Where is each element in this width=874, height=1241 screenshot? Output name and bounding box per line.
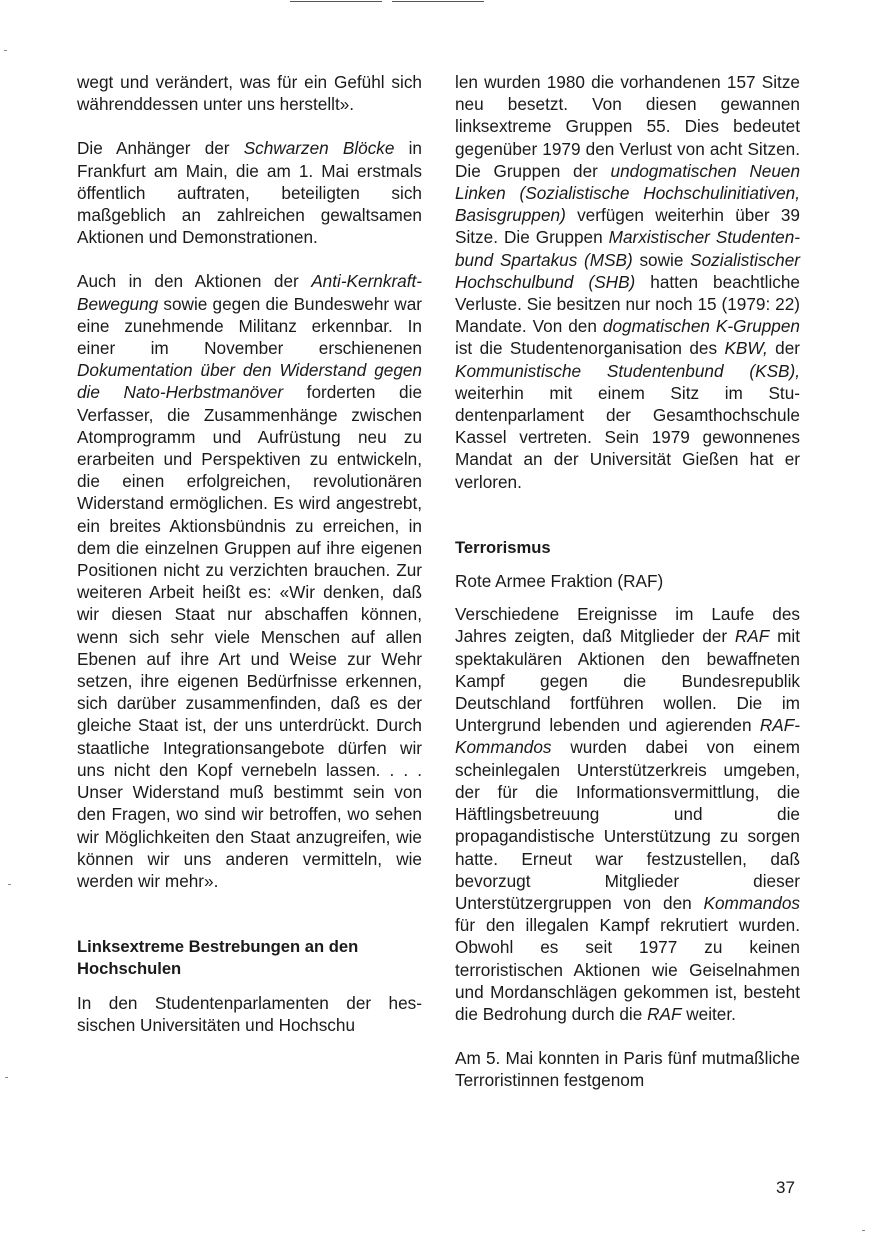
- page-number: 37: [776, 1178, 795, 1197]
- paragraph: Die Anhänger der Schwarzen Blöcke in Frankfurt am Main, die am 1. Mai erstmals öffentlich auftraten, beteiligten sich maßgeblich an zahlreichen gewaltsamen Aktionen und Demonstrationen.: [77, 138, 422, 248]
- paragraph: Auch in den Aktionen der Anti-Kernkraft-Bewegung sowie gegen die Bundeswehr war eine zunehmende Militanz erkennbar. In einer im November erschienenen Dokumentation über den Widerstand gegen die Nato-Herbstmanöver forderten die Verfasser, die Zusammenhänge zwischen Atomprogramm und Aufrüstung neu zu erarbeiten und Perspektiven zu entwickeln, die einen erfolgreichen, revolutionären Widerstand ermöglichen. Es wird angestrebt, ein breites Aktionsbündnis zu erreichen, in dem die einzelnen Gruppen auf ihre eigenen Positionen nicht zu verzichten brauchen. Zur weiteren Arbeit heißt es: «Wir denken, daß wir diesen Staat nur abschaffen können, wenn sich sehr viele Menschen auf allen Ebenen auf ihre Art und Weise zur Wehr setzen, ihre eigenen Bedürfnisse erkennen, sich darüber zusammenfinden, daß es der gleiche Staat ist, der uns unterdrückt. Durch staatliche Integrationsangebote dürfen wir uns nicht den Kopf vernebeln lassen. . . . Unser Widerstand muß bestimmt sein von den Fragen, wo sind wir betroffen, wo sehen wir Möglichkeiten den Staat anzugreifen, wie können wir uns anderen vermitteln, wie werden wir mehr».: [77, 271, 422, 891]
- margin-mark: [5, 1077, 8, 1078]
- margin-mark: [4, 50, 7, 51]
- right-column: [455, 71, 800, 1092]
- section-heading-terrorismus: Terrorismus: [455, 537, 551, 557]
- left-column: [77, 71, 422, 1036]
- margin-mark: [862, 1230, 865, 1231]
- section-heading-hochschulen: Linksextreme Bestrebungen an den Hochschulen: [77, 937, 359, 979]
- paragraph: In den Studentenparlamenten der hessischen Universitäten und Hochschu: [77, 992, 422, 1035]
- scan-edge-line-2: [392, 1, 484, 2]
- paragraph: Am 5. Mai konnten in Paris fünf mutmaßliche Terroristinnen festgenom: [455, 1048, 800, 1091]
- margin-mark: [8, 884, 11, 885]
- paragraph: Verschiedene Ereignisse im Laufe des Jahres zeigten, daß Mitglieder der RAF mit spektakulären Aktionen den bewaffneten Kampf gegen die Bundesrepublik Deutschland fortführen wollen. Die im Untergrund lebenden und agierenden RAF-Kommandos wurden dabei von einem scheinlegalen Unterstützerkreis umgeben, der für die Informationsvermittlung, die Häftlingsbetreuung und die propagandistische Unterstützung zu sorgen hatte. Erneut war festzustellen, daß bevorzugt Mitglieder dieser Unterstützergruppen von den Kommandos für den illegalen Kampf rekrutiert wurden. Obwohl es seit 1977 zu keinen terroristischen Aktionen wie Geiselnahmen und Mordanschlägen gekommen ist, besteht die Bedrohung durch die RAF weiter.: [455, 604, 800, 1024]
- paragraph: len wurden 1980 die vorhandenen 157 Sitze neu besetzt. Von diesen gewannen linksextreme Gruppen 55. Dies bedeutet gegenüber 1979 den Verlust von acht Sitzen. Die Gruppen der undogmatischen Neuen Linken (Sozialistische Hochschulinitiativen, Basisgruppen) verfügen weiterhin über 39 Sitze. Die Gruppen Marxistischer Studentenbund Spartakus (MSB) sowie Sozialistischer Hochschulbund (SHB) hatten beachtliche Verluste. Sie besitzen nur noch 15 (1979: 22) Mandate. Von den dogmatischen K-Gruppen ist die Studentenorganisation des KBW, der Kommunistische Studentenbund (KSB), weiterhin mit einem Sitz im Studentenparlament der Gesamthochschule Kassel vertreten. Sein 1979 gewonnenes Mandat an der Universität Gießen hat er verloren.: [455, 72, 800, 492]
- scan-edge-line-1: [290, 1, 382, 2]
- subheading-raf: Rote Armee Fraktion (RAF): [455, 571, 664, 592]
- paragraph: wegt und verändert, was für ein Gefühl sich währenddessen unter uns herstellt».: [77, 72, 422, 115]
